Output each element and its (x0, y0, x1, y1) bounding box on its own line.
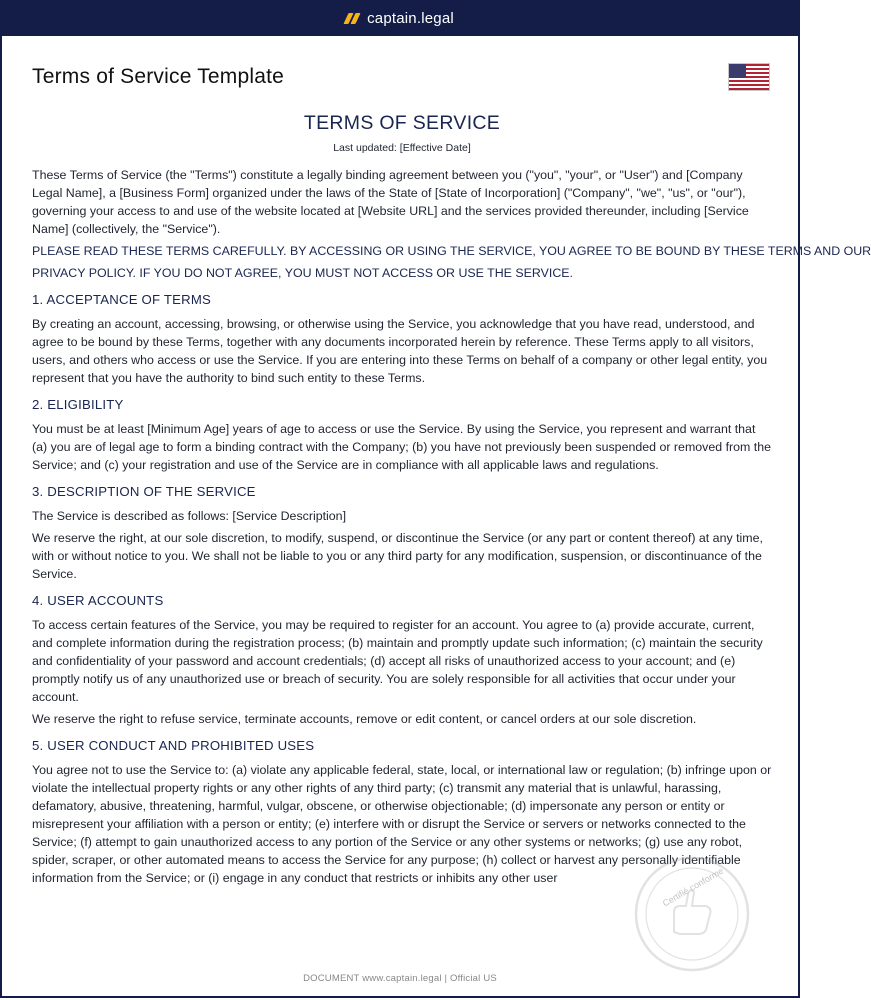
section-heading: 1. ACCEPTANCE OF TERMS (32, 292, 212, 307)
section-heading: 5. USER CONDUCT AND PROHIBITED USES (32, 738, 315, 753)
captain-legal-logo-icon (346, 13, 358, 24)
section-paragraph: To access certain features of the Service, you may be required to register for an account. You agree to (a) provide accurate, current, and complete information during the registration process; (b) maintain and promptly update such information; (c) maintain the security and confidentiality of your password and account credentials; (d) accept all risks of unauthorized access to your account; and (e) promptly notify us of any unauthorized use or breach of security. You are solely responsible for all activities that occur under your account. (32, 618, 763, 704)
section-paragraph: You agree not to use the Service to: (a) violate any applicable federal, state, local, or international law or regulation; (b) infringe upon or violate the intellectual property rights or any other rights of any third party; (c) transmit any material that is unlawful, harassing, defamatory, abusive, threatening, harmful, vulgar, obscene, or otherwise objectionable; (d) impersonate any person or entity or misrepresent your affiliation with a person or entity; (e) interfere with or disrupt the Service or servers or networks connected to the Service; (f) attempt to gain unauthorized access to any portion of the Service or any other systems or networks; (g) use any robot, spider, scraper, or other automated means to access the Service for any purpose; (h) collect or harvest any personally identifiable information from the Service; or (i) engage in any conduct that restricts or inhibits any other user (32, 763, 772, 885)
section-heading: 3. DESCRIPTION OF THE SERVICE (32, 484, 256, 499)
section-paragraph: You must be at least [Minimum Age] years of age to access or use the Service. By using the Service, you represent and warrant that (a) you are of legal age to form a binding contract with the Company; (b) you have not previously been suspended or removed from the Service; and (c) your registration and use of the Service are in compliance with all applicable laws and regulations. (32, 422, 772, 472)
document-frame (0, 36, 871, 998)
page-title: Terms of Service Template (32, 65, 285, 88)
section-paragraph: We reserve the right to refuse service, terminate accounts, remove or edit content, or cancel orders at our sole discretion. (32, 712, 697, 726)
top-banner (0, 0, 800, 36)
section-paragraph: The Service is described as follows: [Service Description] (32, 509, 347, 523)
footer-text: DOCUMENT www.captain.legal | Official US (303, 973, 497, 984)
section-heading: 4. USER ACCOUNTS (32, 593, 164, 608)
us-flag-icon[interactable] (728, 63, 770, 91)
section-paragraph: We reserve the right, at our sole discretion, to modify, suspend, or discontinue the Service (or any part or content thereof) at any time, with or without notice to you. We shall not be liable to you or any third party for any modification, suspension, or discontinuance of the Service. (32, 531, 763, 581)
notice-line: PLEASE READ THESE TERMS CAREFULLY. BY ACCESSING OR USING THE SERVICE, YOU AGREE TO BE BOUND BY THESE TERMS AND OUR (32, 244, 871, 258)
notice-line: PRIVACY POLICY. IF YOU DO NOT AGREE, YOU MUST NOT ACCESS OR USE THE SERVICE. (32, 266, 573, 280)
last-updated: Last updated: [Effective Date] (333, 142, 471, 154)
site-name[interactable]: captain.legal (367, 9, 454, 27)
section-heading: 2. ELIGIBILITY (32, 397, 124, 412)
section-paragraph: By creating an account, accessing, browsing, or otherwise using the Service, you acknowledge that you have read, understood, and agree to be bound by these Terms, together with any documents incorporated herein by reference. These Terms apply to all visitors, users, and others who access or use the Service. If you are entering into these Terms on behalf of a company or other legal entity, you represent that you have the authority to bind such entity to these Terms. (32, 317, 768, 385)
document-body (32, 110, 871, 891)
seal-text: Certifié conforme (660, 865, 726, 909)
document-title: TERMS OF SERVICE (303, 112, 501, 134)
intro-paragraph: These Terms of Service (the "Terms") constitute a legally binding agreement between you ("you", "your", or "User") and [Company Legal Name], a [Business Form] organized under the laws of the State of [State of Incorporation] ("Company", "we", "us", or "our"), governing your access to and use of the website located at [Website URL] and the services provided thereunder, including [Service Name] (collectively, the "Service"). (32, 168, 749, 236)
